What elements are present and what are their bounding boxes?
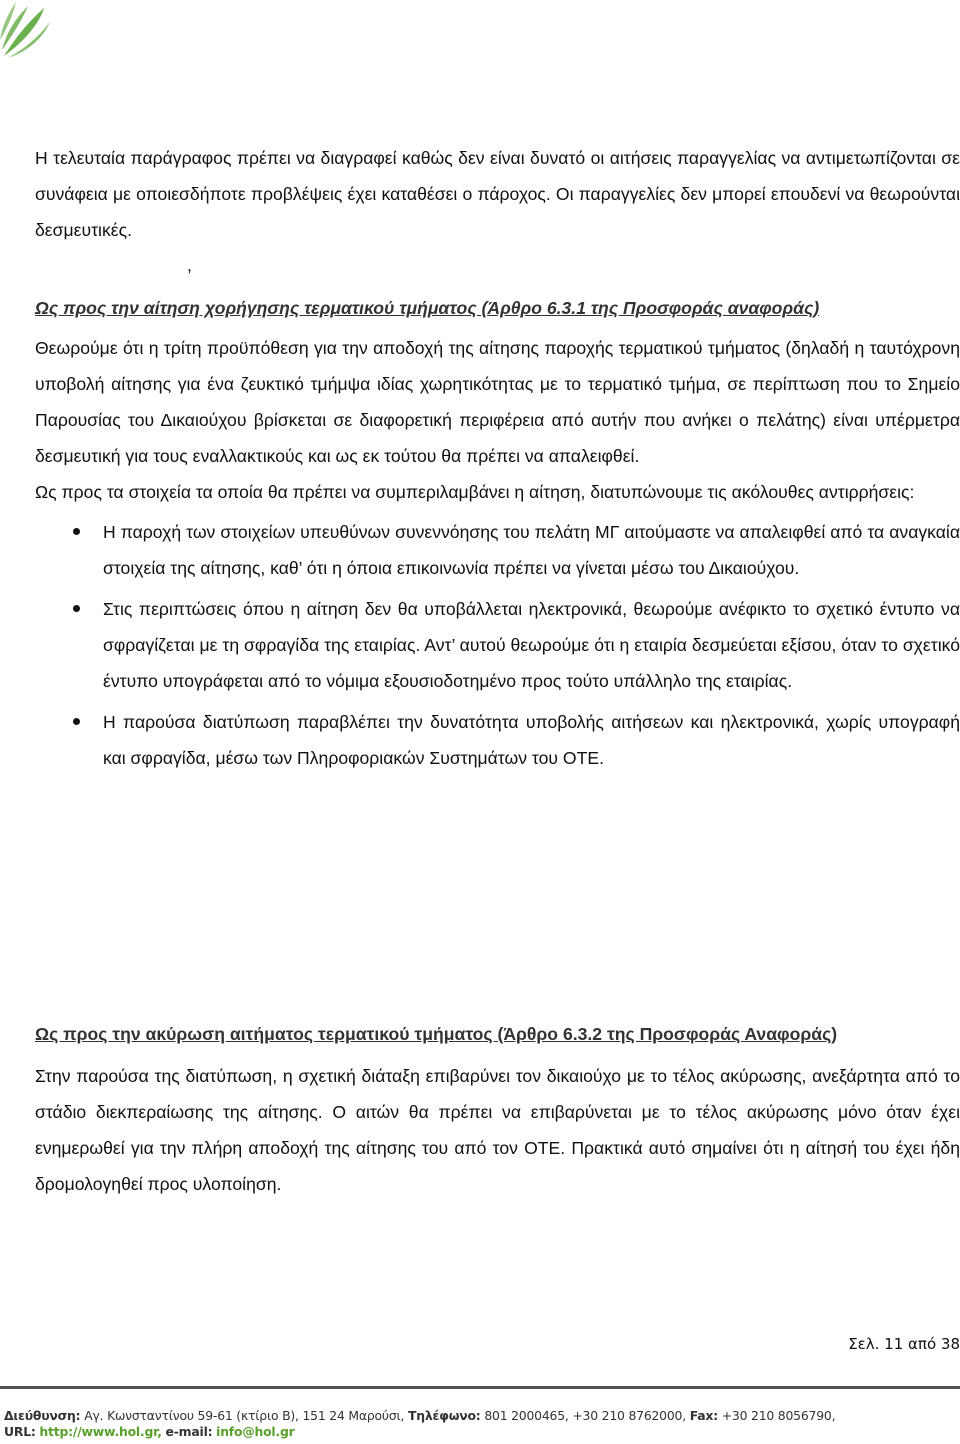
intro-paragraph: Η τελευταία παράγραφος πρέπει να διαγραφεί καθώς δεν είναι δυνατό οι αιτήσεις παραγγελίας να αντιμετωπίζονται σε συνάφεια με οποιεσδήποτε προβλέψεις έχει καταθέσει ο πάροχος. Οι παραγγελίες δεν μπορεί επουδενί να θεωρούνται δεσμευτικές.	[35, 148, 960, 240]
list-item-text: Στις περιπτώσεις όπου η αίτηση δεν θα υποβάλλεται ηλεκτρονικά, θεωρούμε ανέφικτο το σχετικό έντυπο να σφραγίζεται με τη σφραγίδα της εταιρίας. Αντ’ αυτού θεωρούμε ότι η εταιρία δεσμεύεται εξίσου, όταν το σχετικό έντυπο υπογράφεται από το νόμιμα εξουσιοδοτημένο προς τούτο υπάλληλο της εταιρίας.	[103, 599, 960, 691]
footer	[4, 1408, 956, 1440]
footer-divider	[0, 1386, 960, 1389]
phone-label: Τηλέφωνο:	[407, 1408, 481, 1423]
bullet-icon	[73, 528, 80, 535]
footer-line-1	[4, 1408, 956, 1424]
list-item	[35, 514, 960, 586]
section1-paragraph-2: Ως προς τα στοιχεία τα οποία θα πρέπει να συμπεριλαμβάνει η αίτηση, διατυπώνουμε τις ακόλουθες αντιρρήσεις:	[35, 482, 915, 502]
address: Αγ. Κωνσταντίνου 59-61 (κτίριο Β), 151 24 Μαρούσι,	[84, 1408, 405, 1423]
address-label: Διεύθυνση:	[4, 1408, 81, 1423]
list-item	[35, 704, 960, 776]
section1-heading: Ως προς την αίτηση χορήγησης τερματικού τμήματος (Άρθρο 6.3.1 της Προσφοράς αναφοράς)	[35, 298, 820, 318]
footer-line-2	[4, 1424, 956, 1440]
page-number: Σελ. 11 από 38	[848, 1335, 960, 1353]
phone: 801 2000465, +30 210 8762000,	[484, 1408, 686, 1423]
fax: +30 210 8056790,	[721, 1408, 836, 1423]
email-link[interactable]: info@hol.gr	[216, 1424, 295, 1439]
bullet-icon	[73, 718, 80, 725]
list-item-text: Η παρούσα διατύπωση παραβλέπει την δυνατότητα υποβολής αιτήσεων και ηλεκτρονικά, χωρίς υπογραφή και σφραγίδα, μέσω των Πληροφοριακών Συστημάτων του ΟΤΕ.	[103, 712, 960, 768]
bullet-icon	[73, 605, 80, 612]
list-item	[35, 591, 960, 699]
list-item-text: Η παροχή των στοιχείων υπευθύνων συνεννόησης του πελάτη ΜΓ αιτούμαστε να απαλειφθεί από τα αναγκαία στοιχεία της αίτησης, καθ’ ότι η όποια επικοινωνία πρέπει να γίνεται μέσω του Δικαιούχου.	[103, 522, 960, 578]
section2	[35, 1016, 960, 1202]
email-label: e-mail:	[165, 1424, 213, 1439]
section1-paragraph-1: Θεωρούμε ότι η τρίτη προϋπόθεση για την αποδοχή της αίτησης παροχής τερματικού τμήματος (δηλαδή η ταυτόχρονη υποβολή αίτησης για ένα ζευκτικό τμήμψα ιδίας χωρητικότητας με το τερματικό τμήμα, σε περίπτωση που το Σημείο Παρουσίας του Δικαιούχου βρίσκεται σε διαφορετική περιφέρεια από αυτήν που ανήκει ο πελάτης) είναι υπέρμετρα δεσμευτική για τους εναλλακτικούς και ως εκ τούτου θα πρέπει να απαλειφθεί.	[35, 338, 960, 466]
section2-heading: Ως προς την ακύρωση αιτήματος τερματικού τμήματος (Άρθρο 6.3.2 της Προσφοράς Αναφοράς)	[35, 1024, 838, 1044]
fax-label: Fax:	[689, 1408, 718, 1423]
document-body	[35, 140, 960, 776]
url-label: URL:	[4, 1424, 36, 1439]
website-link[interactable]: http://www.hol.gr,	[39, 1424, 162, 1439]
stray-mark: ,	[187, 255, 192, 275]
section2-paragraph: Στην παρούσα της διατύπωση, η σχετική διάταξη επιβαρύνει τον δικαιούχο με το τέλος ακύρωσης, ανεξάρτητα από το στάδιο διεκπεραίωσης της αίτησης. Ο αιτών θα πρέπει να επιβαρύνεται με το τέλος ακύρωσης μόνο όταν έχει ενημερωθεί για την πλήρη αποδοχή της αίτησης του από τον ΟΤΕ. Πρακτικά αυτό σημαίνει ότι η αίτησή του έχει ήδη δρομολογηθεί προς υλοποίηση.	[35, 1066, 960, 1194]
objections-list	[35, 514, 960, 776]
leaf-logo-icon	[0, 0, 52, 58]
